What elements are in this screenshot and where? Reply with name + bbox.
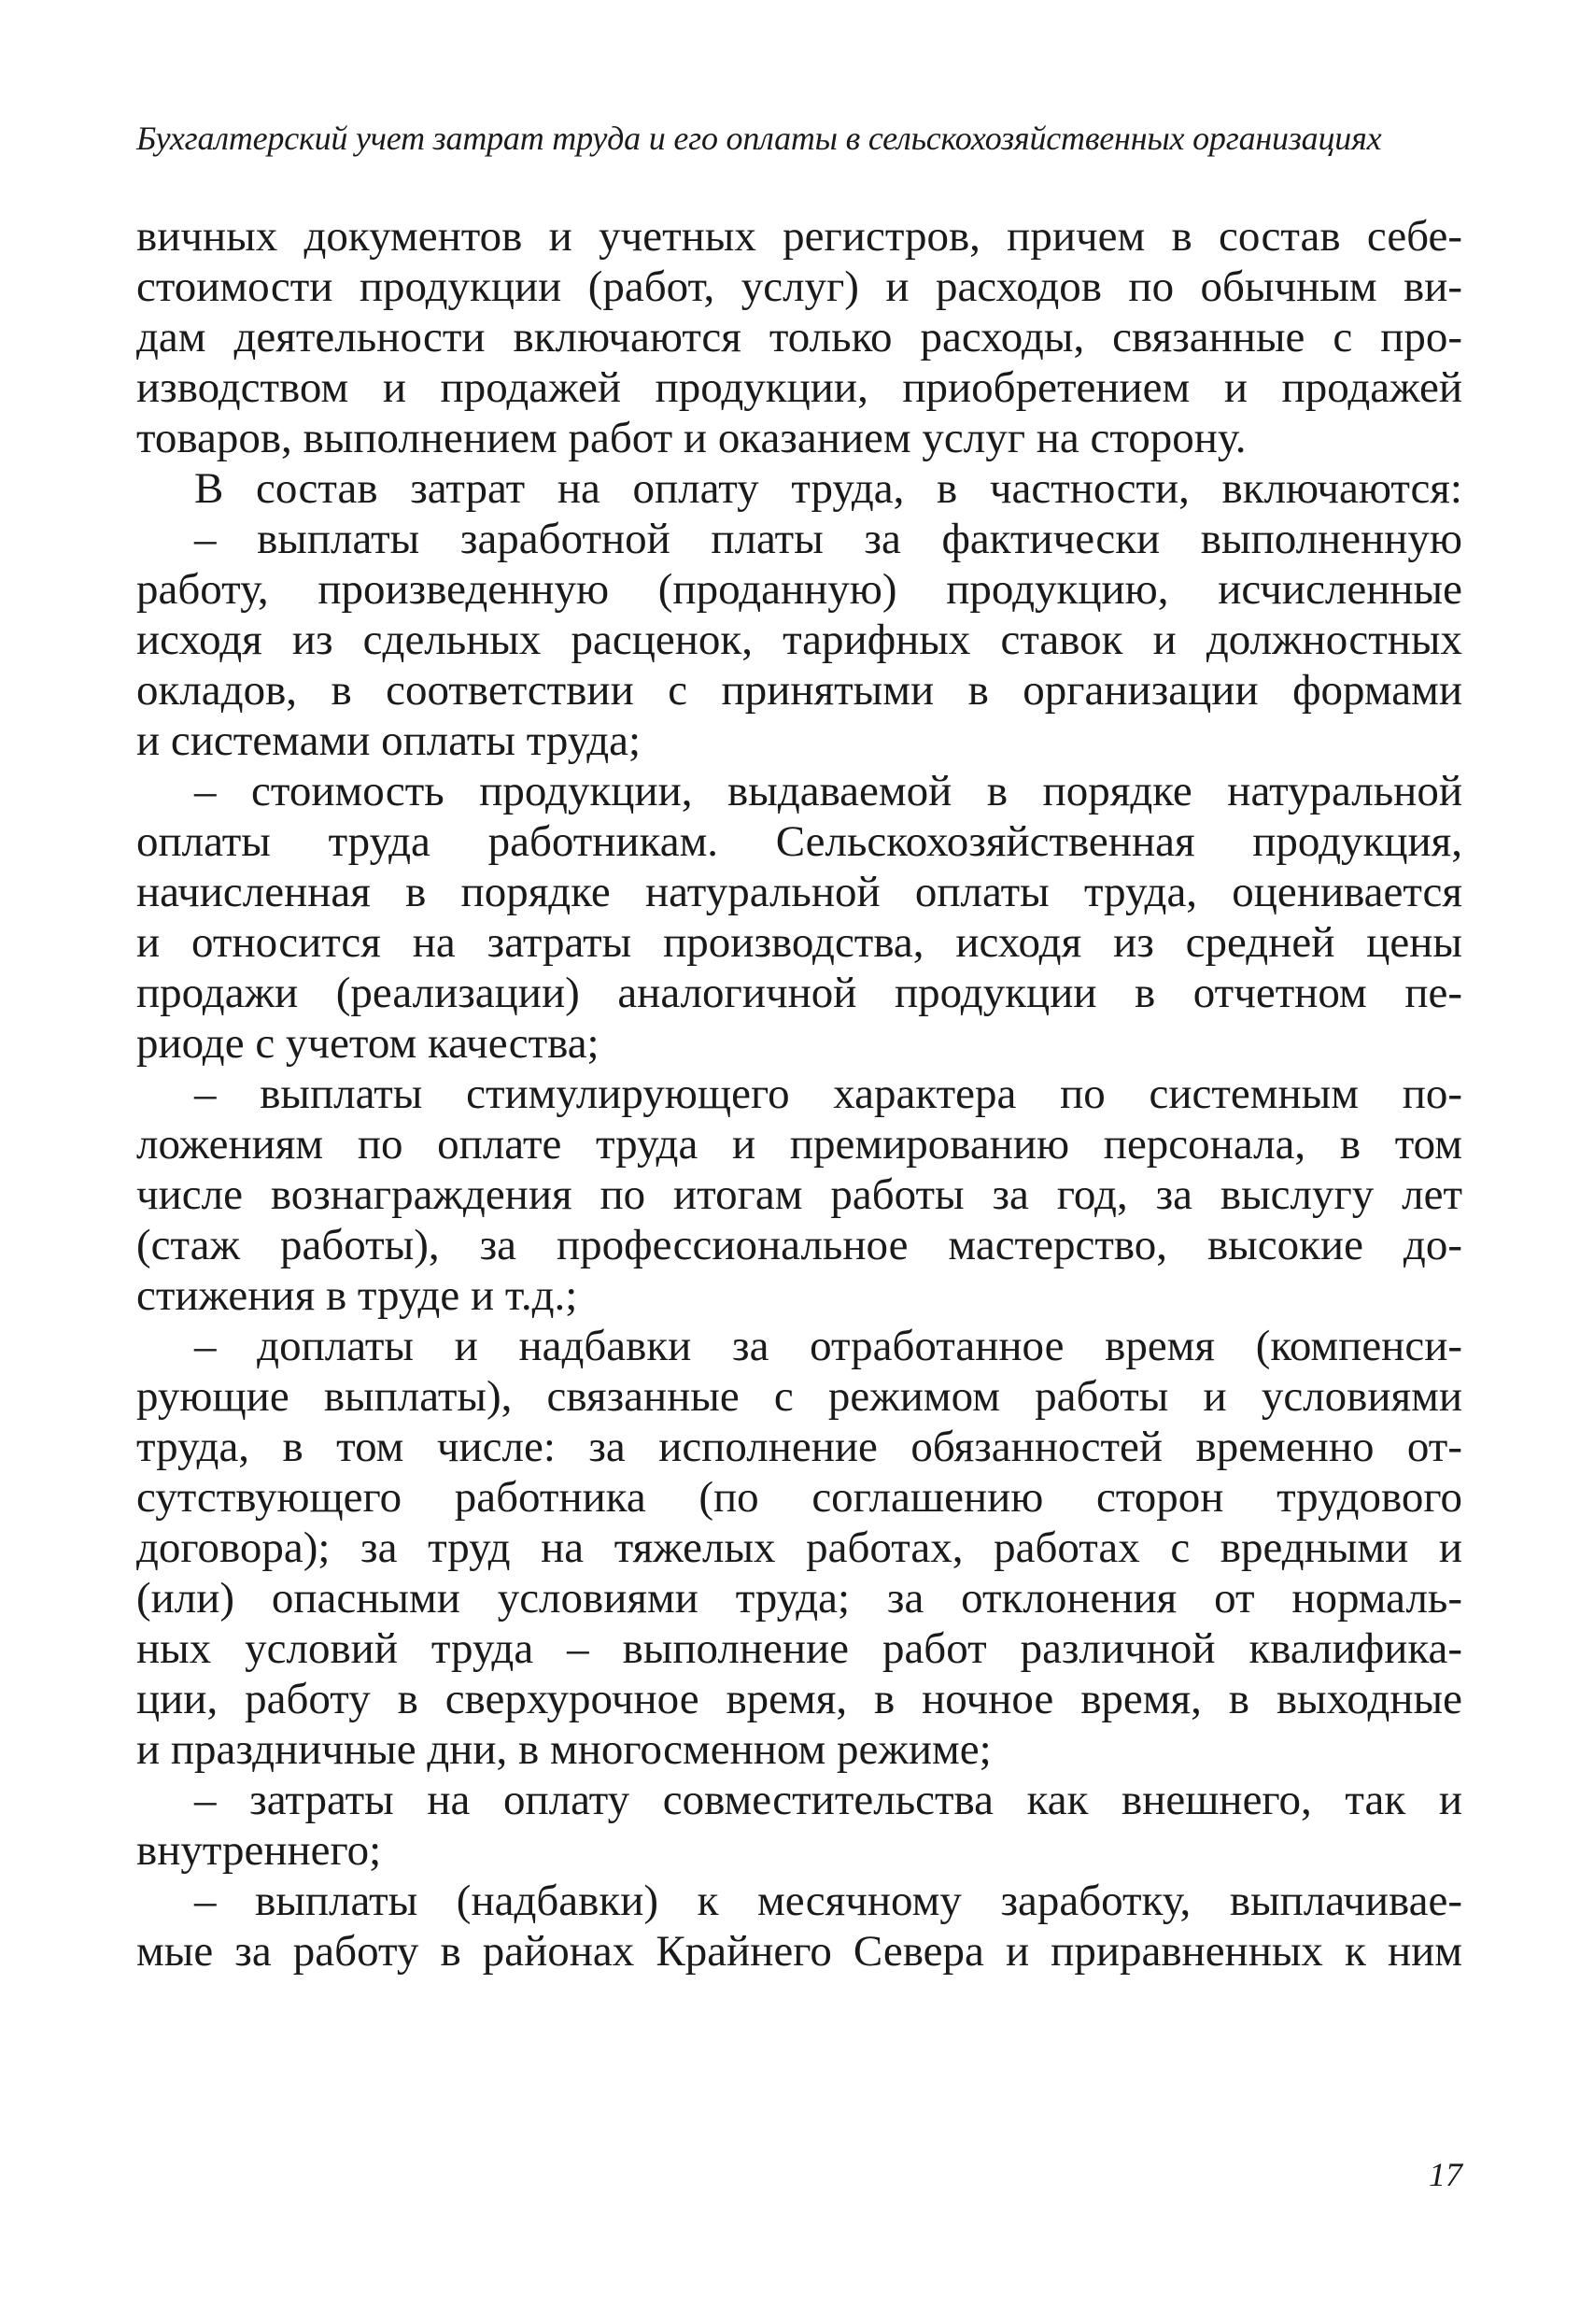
text-line: сутствующего работника (по соглашению сторон трудового: [136, 1473, 1462, 1522]
text-line: стоимости продукции (работ, услуг) и расходов по обычным ви-: [136, 262, 1462, 311]
body-text: [136, 211, 1462, 1977]
text-line: исходя из сдельных расценок, тарифных ставок и должностных: [136, 616, 1462, 664]
text-line: В состав затрат на оплату труда, в частности, включаются:: [194, 464, 1462, 513]
text-line: оплаты труда работникам. Сельскохозяйственная продукция,: [136, 817, 1462, 866]
text-line: изводством и продажей продукции, приобретением и продажей: [136, 363, 1462, 412]
text-line: начисленная в порядке натуральной оплаты труда, оценивается: [136, 868, 1462, 916]
text-line: числе вознаграждения по итогам работы за год, за выслугу лет: [136, 1170, 1462, 1219]
text-line: и системами оплаты труда;: [136, 716, 642, 765]
text-line: работу, произведенную (проданную) продукцию, исчисленные: [136, 565, 1462, 614]
text-line: – доплаты и надбавки за отработанное время (компенси-: [194, 1322, 1462, 1370]
page-number: 17: [1429, 2156, 1462, 2193]
text-line: товаров, выполнением работ и оказанием услуг на сторону.: [136, 414, 1247, 462]
text-line: – затраты на оплату совместительства как внешнего, так и: [194, 1776, 1462, 1824]
text-line: внутреннего;: [136, 1826, 382, 1875]
text-line: договора); за труд на тяжелых работах, работах с вредными и: [136, 1523, 1462, 1572]
text-line: труда, в том числе: за исполнение обязанностей временно от-: [136, 1423, 1462, 1471]
text-line: и праздничные дни, в многосменном режиме;: [136, 1725, 992, 1774]
text-line: – выплаты (надбавки) к месячному заработку, выплачивае-: [194, 1877, 1462, 1925]
text-line: ных условий труда – выполнение работ различной квалифика-: [136, 1624, 1462, 1673]
text-line: дам деятельности включаются только расходы, связанные с про-: [136, 313, 1462, 361]
text-line: – выплаты заработной платы за фактически выполненную: [194, 515, 1462, 563]
text-line: (стаж работы), за профессиональное мастерство, высокие до-: [136, 1221, 1462, 1269]
text-line: вичных документов и учетных регистров, причем в состав себе-: [136, 212, 1462, 261]
text-line: (или) опасными условиями труда; за отклонения от нормаль-: [136, 1574, 1462, 1623]
text-line: и относится на затраты производства, исходя из средней цены: [136, 918, 1462, 967]
text-line: – стоимость продукции, выдаваемой в порядке натуральной: [194, 767, 1462, 815]
text-line: окладов, в соответствии с принятыми в организации формами: [136, 666, 1462, 715]
text-line: риоде с учетом качества;: [136, 1019, 600, 1068]
text-line: продажи (реализации) аналогичной продукции в отчетном пе-: [136, 969, 1462, 1017]
running-header: Бухгалтерский учет затрат труда и его оплаты в сельскохозяйственных организациях: [136, 120, 1382, 157]
text-line: стижения в труде и т.д.;: [136, 1271, 578, 1320]
text-line: рующие выплаты), связанные с режимом работы и условиями: [136, 1372, 1462, 1421]
text-line: ложениям по оплате труда и премированию персонала, в том: [136, 1120, 1462, 1169]
text-line: мые за работу в районах Крайнего Севера и приравненных к ним: [136, 1927, 1462, 1976]
text-line: – выплаты стимулирующего характера по системным по-: [194, 1070, 1462, 1118]
text-line: ции, работу в сверхурочное время, в ночное время, в выходные: [136, 1675, 1462, 1723]
